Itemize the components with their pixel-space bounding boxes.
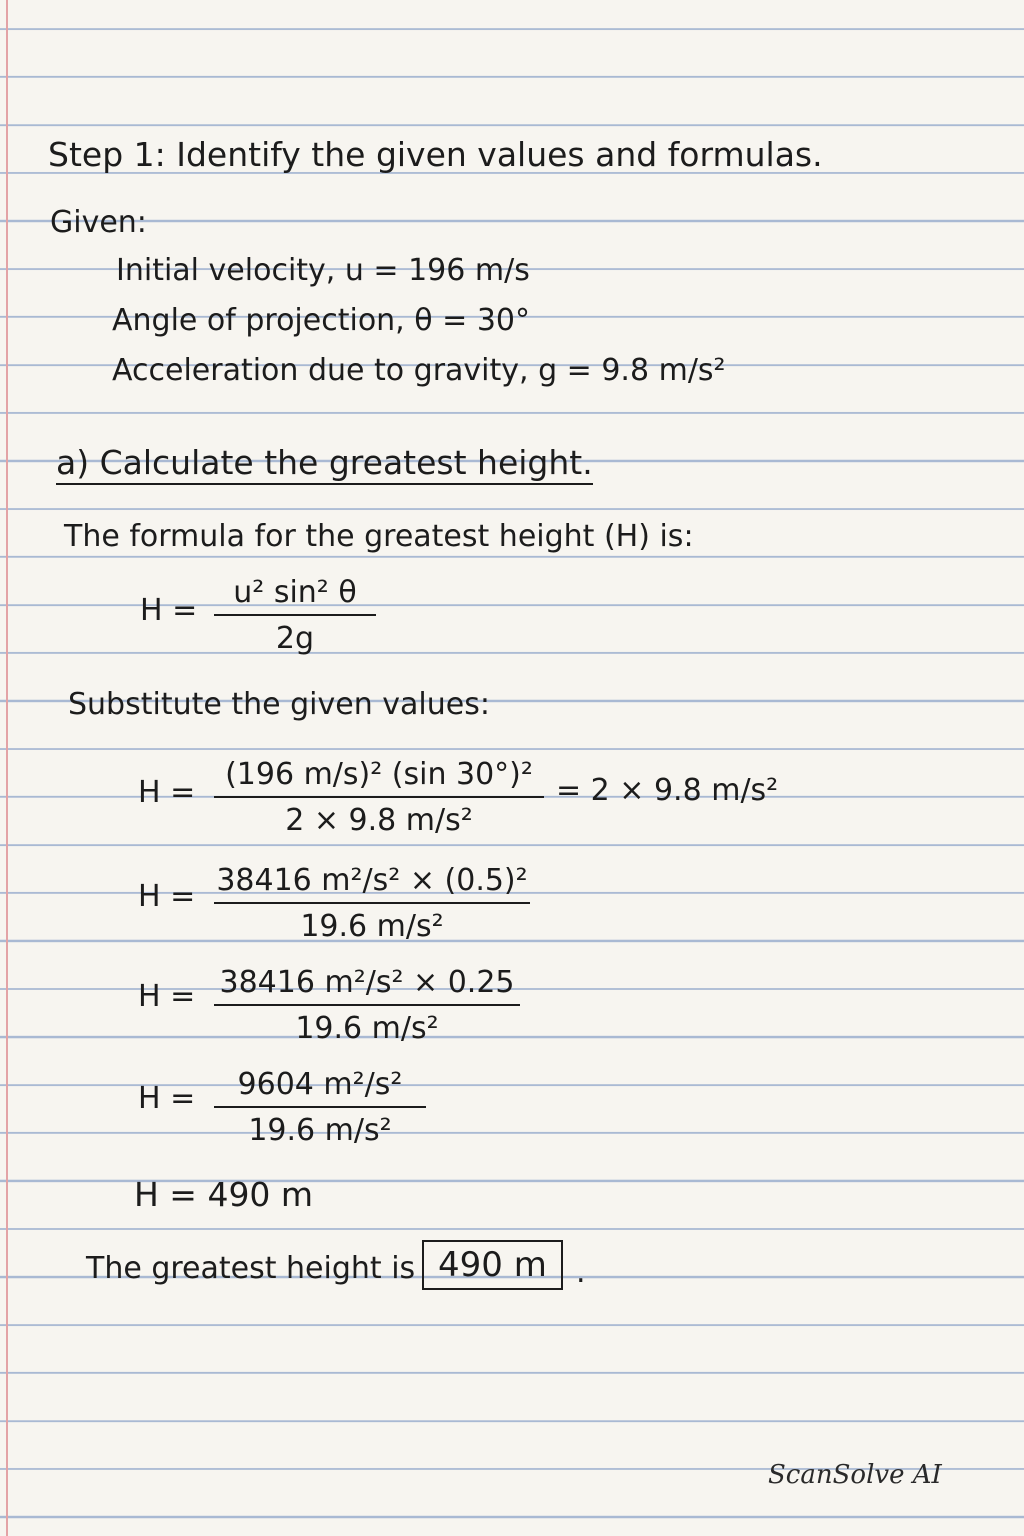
final-equation: H = 490 m	[134, 1175, 314, 1214]
step-2-numerator: 38416 m²/s² × (0.5)²	[216, 863, 528, 898]
step-3-numerator: 38416 m²/s² × 0.25	[219, 965, 515, 1000]
step-4-lhs: H =	[138, 1081, 196, 1116]
step-2-denominator: 19.6 m/s²	[300, 909, 444, 944]
step-1-fraction	[214, 757, 544, 838]
formula-numerator: u² sin² θ	[233, 575, 357, 610]
fraction-bar	[214, 614, 376, 616]
step-4-denominator: 19.6 m/s²	[248, 1113, 392, 1148]
fraction-bar	[214, 902, 530, 904]
formula-lhs: H =	[140, 593, 198, 628]
fraction-bar	[214, 1004, 520, 1006]
step-4-fraction	[214, 1067, 426, 1148]
step-2-fraction	[214, 863, 530, 944]
formula-fraction	[214, 575, 376, 656]
answer-box: 490 m	[422, 1240, 563, 1290]
given-angle: Angle of projection, θ = 30°	[112, 303, 530, 338]
step-3-denominator: 19.6 m/s²	[295, 1011, 439, 1046]
fraction-bar	[214, 796, 544, 798]
step-1-denominator: 2 × 9.8 m/s²	[285, 803, 473, 838]
conclusion-period: .	[576, 1255, 586, 1290]
watermark: ScanSolve AI	[768, 1460, 942, 1490]
step-2-lhs: H =	[138, 879, 196, 914]
step-1-numerator: (196 m/s)² (sin 30°)²	[225, 757, 533, 792]
step-4-numerator: 9604 m²/s²	[237, 1067, 403, 1102]
step-1-lhs: H =	[138, 775, 196, 810]
given-velocity: Initial velocity, u = 196 m/s	[116, 253, 530, 288]
margin-line	[6, 0, 8, 1536]
substitute-intro: Substitute the given values:	[68, 687, 490, 722]
part-a-heading: a) Calculate the greatest height.	[56, 446, 593, 485]
step-3-lhs: H =	[138, 979, 196, 1014]
step-1-aside: = 2 × 9.8 m/s²	[556, 773, 779, 808]
given-label: Given:	[50, 205, 147, 240]
formula-intro: The formula for the greatest height (H) is:	[64, 519, 694, 554]
fraction-bar	[214, 1106, 426, 1108]
step-3-fraction	[214, 965, 520, 1046]
conclusion-text: The greatest height is	[86, 1251, 416, 1286]
given-gravity: Acceleration due to gravity, g = 9.8 m/s²	[112, 353, 726, 388]
formula-denominator: 2g	[275, 621, 315, 656]
step-heading: Step 1: Identify the given values and formulas.	[48, 135, 823, 174]
